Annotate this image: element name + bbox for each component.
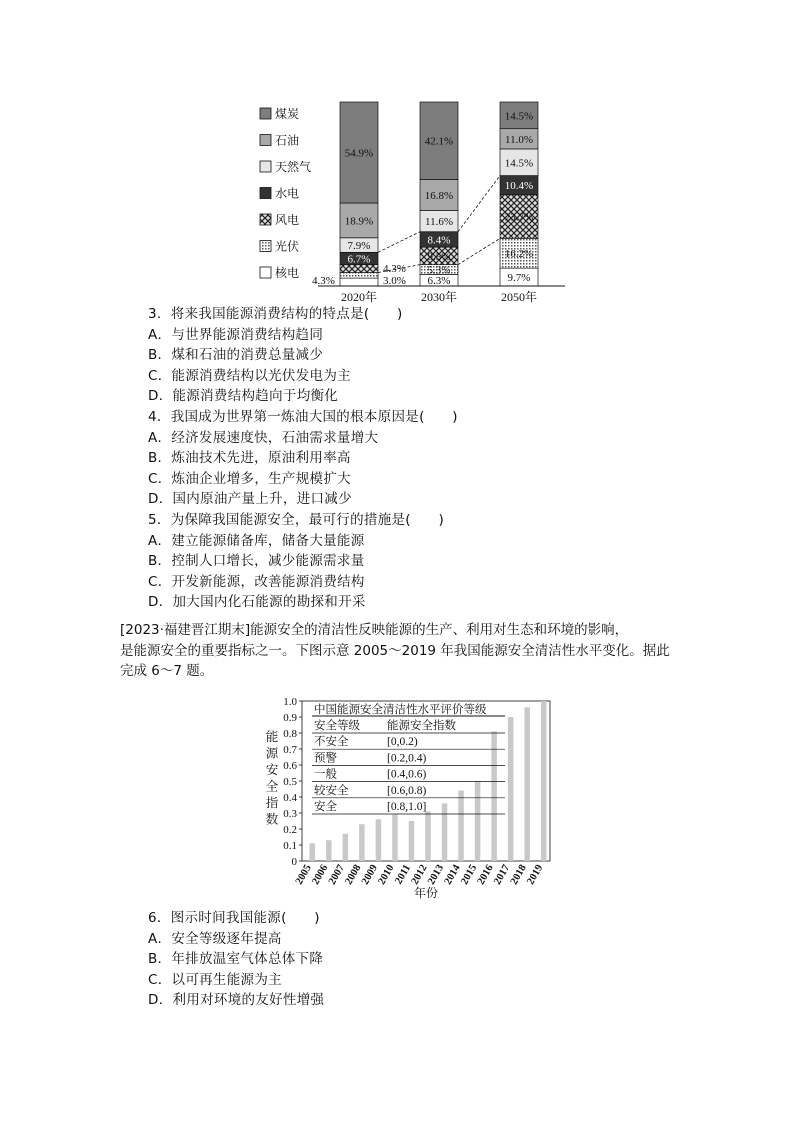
bar-2006 bbox=[326, 840, 332, 861]
question-6-line-4: D．利用对环境的友好性增强 bbox=[148, 992, 325, 1009]
legend-label-4: 风电 bbox=[275, 213, 300, 227]
question-line-12: B．控制人口增长，减少能源需求量 bbox=[148, 553, 365, 570]
y-tick-label-10: 1.0 bbox=[283, 696, 297, 708]
table-header-0: 安全等级 bbox=[314, 720, 360, 732]
x-tick-label-14: 2019 bbox=[525, 863, 546, 887]
bar-label-2-0: 9.7% bbox=[507, 272, 531, 285]
bar-label-1-6: 42.1% bbox=[424, 135, 454, 148]
legend-label-6: 核电 bbox=[275, 266, 300, 280]
legend-swatch-1 bbox=[260, 135, 271, 146]
intro-line-1: 是能源安全的重要指标之一。下图示意 2005～2019 年我国能源安全清洁性水平变化。据此 bbox=[120, 642, 670, 659]
x-tick-label-5: 2010 bbox=[376, 863, 397, 887]
bar-2012 bbox=[425, 811, 431, 861]
legend-swatch-4 bbox=[260, 214, 271, 225]
table-cell-4-0: 安全 bbox=[314, 801, 337, 813]
bar-2008 bbox=[359, 824, 365, 861]
question-line-13: C．开发新能源，改善能源消费结构 bbox=[148, 573, 365, 590]
x-tick-label-8: 2013 bbox=[426, 863, 447, 887]
bar-label-0-1: 3.0% bbox=[383, 275, 406, 287]
bar-2013 bbox=[442, 803, 448, 861]
question-line-7: B．炼油技术先进，原油利用率高 bbox=[148, 450, 351, 467]
y-tick-label-8: 0.8 bbox=[283, 728, 297, 740]
intro-paragraph bbox=[120, 620, 680, 682]
y-axis-label-char-4: 指 bbox=[265, 796, 279, 810]
y-tick-label-1: 0.1 bbox=[283, 840, 297, 852]
connector-line-0 bbox=[378, 232, 420, 253]
legend-swatch-5 bbox=[260, 241, 271, 252]
y-axis-label-char-3: 全 bbox=[265, 779, 279, 794]
legend-label-5: 光伏 bbox=[275, 239, 300, 254]
bar-label-1-1: 5.3% bbox=[427, 264, 451, 277]
question-line-5: 4．我国成为世界第一炼油大国的根本原因是( ) bbox=[148, 408, 458, 425]
question-line-1: A．与世界能源消费结构趋同 bbox=[148, 326, 324, 343]
bar-2010 bbox=[392, 815, 398, 861]
table-cell-3-0: 较安全 bbox=[314, 784, 349, 797]
bar-2014 bbox=[458, 791, 464, 861]
bar-label-0-4: 7.9% bbox=[347, 240, 371, 253]
bar-label-2-6: 14.5% bbox=[504, 110, 534, 123]
question-line-0: 3．将来我国能源消费结构的特点是( ) bbox=[148, 306, 403, 322]
table-cell-1-0: 预警 bbox=[314, 752, 337, 765]
question-block-3-5 bbox=[148, 304, 458, 613]
bar-label-0-3: 6.7% bbox=[347, 253, 371, 266]
y-axis-label-char-2: 安 bbox=[265, 763, 279, 777]
bar-label-0-2: 4.3% bbox=[383, 263, 406, 275]
energy-structure-chart bbox=[250, 95, 570, 305]
x-tick-label-0: 2005 bbox=[293, 863, 314, 887]
y-tick-label-9: 0.9 bbox=[283, 712, 297, 724]
legend-label-3: 水电 bbox=[275, 186, 300, 201]
bar-2018 bbox=[524, 707, 530, 861]
bar-label-2-3: 10.4% bbox=[504, 180, 534, 193]
bar-seg-0-2 bbox=[340, 265, 378, 273]
bar-seg-0-0 bbox=[340, 278, 378, 286]
category-label-0: 2020年 bbox=[340, 290, 378, 304]
bar-2011 bbox=[409, 821, 415, 861]
table-header-1: 能源安全指数 bbox=[387, 720, 456, 732]
table-cell-2-0: 一般 bbox=[314, 768, 337, 781]
connector-line-3 bbox=[458, 238, 500, 264]
x-tick-label-13: 2018 bbox=[508, 863, 529, 887]
x-tick-label-4: 2009 bbox=[359, 863, 380, 887]
y-axis-label-char-0: 能 bbox=[265, 730, 279, 744]
question-line-9: D．国内原油产量上升，进口减少 bbox=[148, 491, 352, 508]
bar-2019 bbox=[541, 701, 547, 861]
bar-label-1-0: 6.3% bbox=[427, 275, 451, 288]
table-cell-1-1: [0.2,0.4) bbox=[387, 752, 427, 765]
y-tick-label-6: 0.6 bbox=[283, 760, 297, 772]
question-line-10: 5．为保障我国能源安全，最可行的措施是( ) bbox=[148, 511, 445, 528]
bar-2007 bbox=[343, 834, 349, 861]
x-tick-label-2: 2007 bbox=[326, 863, 347, 887]
y-axis-label-char-5: 数 bbox=[265, 812, 279, 827]
category-label-2: 2050年 bbox=[500, 290, 538, 304]
bar-label-1-5: 16.8% bbox=[424, 189, 454, 202]
question-6-line-2: B．年排放温室气体总体下降 bbox=[148, 951, 324, 968]
legend-label-1: 石油 bbox=[275, 133, 300, 148]
bar-label-1-2: 9.5% bbox=[427, 250, 451, 263]
intro-line-0: [2023·福建晋江期末]能源安全的清洁性反映能源的生产、利用对生态和环境的影响， bbox=[120, 622, 629, 638]
question-line-6: A．经济发展速度快，石油需求量增大 bbox=[148, 429, 379, 446]
question-line-14: D．加大国内化石能源的勘探和开采 bbox=[148, 594, 366, 611]
bar-label-2-1: 16.2% bbox=[504, 248, 534, 261]
bar-2017 bbox=[508, 717, 514, 861]
y-tick-label-5: 0.5 bbox=[283, 776, 297, 788]
question-6-line-3: C．以可再生能源为主 bbox=[148, 971, 282, 988]
category-label-1: 2030年 bbox=[420, 290, 458, 304]
x-tick-label-3: 2008 bbox=[343, 863, 364, 887]
bar-seg-0-1 bbox=[340, 273, 378, 279]
question-line-3: C．能源消费结构以光伏发电为主 bbox=[148, 367, 351, 384]
y-tick-label-0: 0 bbox=[291, 856, 297, 868]
legend-swatch-2 bbox=[260, 161, 271, 172]
energy-security-index-chart bbox=[260, 693, 560, 903]
legend-swatch-0 bbox=[260, 108, 271, 119]
y-tick-label-7: 0.7 bbox=[283, 744, 297, 756]
x-tick-label-10: 2015 bbox=[459, 863, 480, 887]
y-tick-label-4: 0.4 bbox=[283, 792, 297, 804]
connector-line-1 bbox=[458, 176, 500, 232]
x-axis-label: 年份 bbox=[413, 886, 439, 900]
bar-label-0-6: 54.9% bbox=[344, 147, 374, 160]
question-line-4: D．能源消费结构趋向于均衡化 bbox=[148, 388, 339, 405]
bar-2016 bbox=[491, 731, 497, 861]
intro-line-2: 完成 6～7 题。 bbox=[120, 663, 214, 679]
bar-2015 bbox=[475, 781, 481, 861]
bar-label-2-2: 23.7% bbox=[504, 211, 534, 224]
x-tick-label-11: 2016 bbox=[475, 863, 496, 887]
y-tick-label-3: 0.3 bbox=[283, 808, 297, 820]
x-tick-label-1: 2006 bbox=[310, 863, 331, 887]
x-tick-label-9: 2014 bbox=[442, 863, 463, 887]
bar-2009 bbox=[376, 819, 382, 861]
question-line-2: B．煤和石油的消费总量减少 bbox=[148, 347, 324, 364]
x-tick-label-12: 2017 bbox=[492, 863, 513, 887]
legend-swatch-3 bbox=[260, 188, 271, 199]
question-6-line-0: 6．图示时间我国能源( ) bbox=[148, 910, 320, 926]
question-block-6 bbox=[148, 908, 324, 1011]
bar-label-1-4: 11.6% bbox=[424, 216, 454, 229]
question-line-8: C．炼油企业增多，生产规模扩大 bbox=[148, 470, 351, 487]
table-title: 中国能源安全清洁性水平评价等级 bbox=[314, 704, 487, 716]
table-cell-3-1: [0.6,0.8) bbox=[387, 784, 427, 797]
bar-label-0-5: 18.9% bbox=[344, 215, 374, 228]
y-tick-label-2: 0.2 bbox=[283, 824, 297, 836]
bar-2005 bbox=[310, 843, 316, 861]
table-cell-4-1: [0.8,1.0] bbox=[387, 801, 427, 813]
legend-label-2: 天然气 bbox=[275, 160, 312, 174]
bar-label-2-4: 14.5% bbox=[504, 157, 534, 170]
question-line-11: A．建立能源储备库，储备大量能源 bbox=[148, 532, 365, 549]
x-tick-label-6: 2011 bbox=[393, 863, 414, 887]
x-tick-label-7: 2012 bbox=[409, 863, 430, 887]
bar-label-0-0: 4.3% bbox=[312, 275, 335, 287]
legend-swatch-6 bbox=[260, 267, 271, 278]
y-axis-label-char-1: 源 bbox=[265, 746, 279, 761]
table-cell-0-0: 不安全 bbox=[314, 736, 349, 749]
table-cell-2-1: [0.4,0.6) bbox=[387, 768, 427, 781]
bar-label-2-5: 11.0% bbox=[504, 133, 534, 146]
table-cell-0-1: [0,0.2) bbox=[387, 736, 418, 749]
question-6-line-1: A．安全等级逐年提高 bbox=[148, 930, 282, 947]
bar-label-1-3: 8.4% bbox=[427, 234, 451, 247]
legend-label-0: 煤炭 bbox=[275, 107, 300, 121]
